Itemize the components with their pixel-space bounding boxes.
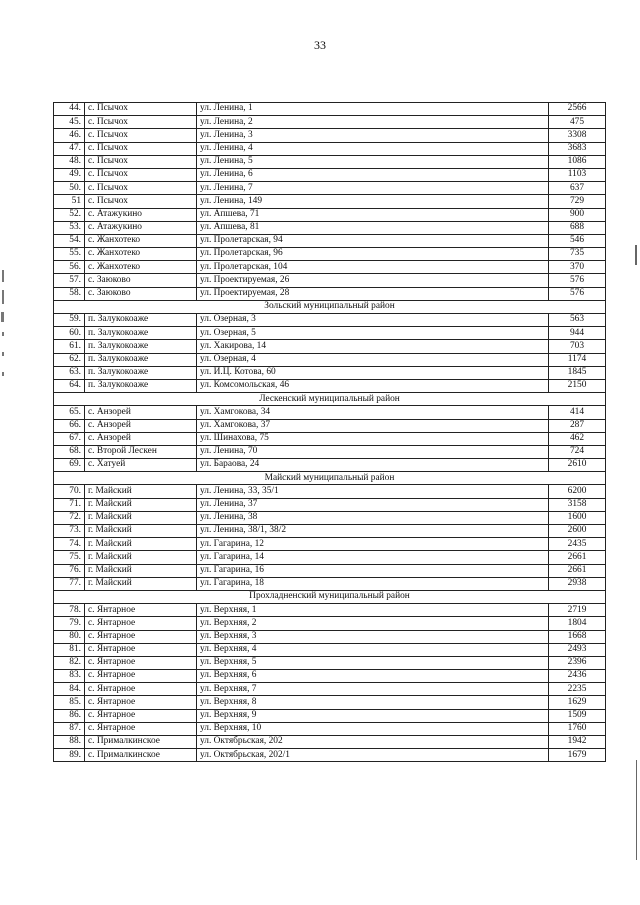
row-number: 53. (54, 221, 85, 234)
table-row (54, 538, 606, 551)
row-number: 63. (54, 366, 85, 379)
row-number: 87. (54, 722, 85, 735)
value-cell: 729 (549, 195, 606, 208)
table-row (54, 617, 606, 630)
address-cell: ул. Апшева, 81 (197, 221, 549, 234)
value-cell: 2150 (549, 379, 606, 392)
table-row (54, 656, 606, 669)
table-row (54, 643, 606, 656)
settlement-cell: с. Янтарное (85, 617, 197, 630)
value-cell: 2938 (549, 577, 606, 590)
value-cell: 1629 (549, 696, 606, 709)
value-cell: 1103 (549, 168, 606, 181)
value-cell: 2235 (549, 683, 606, 696)
address-cell: ул. Хамгокова, 37 (197, 419, 549, 432)
address-cell: ул. Хамгокова, 34 (197, 406, 549, 419)
table-row (54, 168, 606, 181)
district-header-row (54, 472, 606, 485)
value-cell: 2610 (549, 459, 606, 472)
address-cell: ул. Ленина, 70 (197, 445, 549, 458)
table-row (54, 287, 606, 300)
row-number: 44. (54, 103, 85, 116)
address-cell: ул. Ленина, 38 (197, 511, 549, 524)
table-row (54, 261, 606, 274)
settlement-cell: с. Атажукино (85, 208, 197, 221)
settlement-cell: с. Псычох (85, 182, 197, 195)
settlement-cell: г. Майский (85, 577, 197, 590)
row-number: 78. (54, 604, 85, 617)
address-cell: ул. Пролетарская, 104 (197, 261, 549, 274)
row-number: 80. (54, 630, 85, 643)
address-cell: ул. Октябрьская, 202/1 (197, 749, 549, 762)
table-row (54, 525, 606, 538)
settlement-cell: с. Хатуей (85, 459, 197, 472)
settlement-cell: с. Заюково (85, 287, 197, 300)
settlement-cell: с. Анзорей (85, 406, 197, 419)
table-row (54, 248, 606, 261)
settlement-cell: с. Анзорей (85, 419, 197, 432)
table-row (54, 630, 606, 643)
value-cell: 3158 (549, 498, 606, 511)
table-row (54, 195, 606, 208)
address-cell: ул. Верхняя, 5 (197, 656, 549, 669)
value-cell: 462 (549, 432, 606, 445)
address-cell: ул. Верхняя, 9 (197, 709, 549, 722)
address-cell: ул. Ленина, 38/1, 38/2 (197, 525, 549, 538)
table-row (54, 182, 606, 195)
row-number: 59. (54, 314, 85, 327)
address-cell: ул. Ленина, 37 (197, 498, 549, 511)
settlement-cell: п. Залукокоаже (85, 353, 197, 366)
address-cell: ул. Озерная, 5 (197, 327, 549, 340)
value-cell: 414 (549, 406, 606, 419)
row-number: 58. (54, 287, 85, 300)
settlement-cell: с. Псычох (85, 168, 197, 181)
row-number: 45. (54, 116, 85, 129)
table-row (54, 353, 606, 366)
row-number: 72. (54, 511, 85, 524)
table-row (54, 485, 606, 498)
row-number: 68. (54, 445, 85, 458)
address-cell: ул. Октябрьская, 202 (197, 736, 549, 749)
settlement-cell: с. Янтарное (85, 696, 197, 709)
settlement-cell: г. Майский (85, 511, 197, 524)
value-cell: 3683 (549, 142, 606, 155)
row-number: 75. (54, 551, 85, 564)
value-cell: 1679 (549, 749, 606, 762)
settlement-cell: с. Атажукино (85, 221, 197, 234)
value-cell: 2436 (549, 670, 606, 683)
row-number: 54. (54, 234, 85, 247)
row-number: 81. (54, 643, 85, 656)
address-cell: ул. Бараова, 24 (197, 459, 549, 472)
settlement-cell: г. Майский (85, 564, 197, 577)
table-row (54, 670, 606, 683)
table-row (54, 736, 606, 749)
settlement-cell: с. Янтарное (85, 670, 197, 683)
row-number: 49. (54, 168, 85, 181)
value-cell: 576 (549, 274, 606, 287)
address-cell: ул. Хакирова, 14 (197, 340, 549, 353)
table-row (54, 327, 606, 340)
value-cell: 6200 (549, 485, 606, 498)
address-cell: ул. Пролетарская, 96 (197, 248, 549, 261)
settlement-cell: с. Псычох (85, 142, 197, 155)
row-number: 73. (54, 525, 85, 538)
table-row (54, 116, 606, 129)
value-cell: 475 (549, 116, 606, 129)
table-row (54, 155, 606, 168)
table-row (54, 221, 606, 234)
district-header-row (54, 393, 606, 406)
address-cell: ул. Ленина, 2 (197, 116, 549, 129)
settlement-cell: п. Залукокоаже (85, 366, 197, 379)
row-number: 65. (54, 406, 85, 419)
settlement-cell: с. Псычох (85, 129, 197, 142)
address-cell: ул. Верхняя, 10 (197, 722, 549, 735)
row-number: 84. (54, 683, 85, 696)
address-cell: ул. Ленина, 33, 35/1 (197, 485, 549, 498)
table-row (54, 432, 606, 445)
address-cell: ул. Верхняя, 3 (197, 630, 549, 643)
value-cell: 3308 (549, 129, 606, 142)
settlement-cell: с. Жанхотеко (85, 261, 197, 274)
table-row (54, 340, 606, 353)
value-cell: 1600 (549, 511, 606, 524)
value-cell: 1760 (549, 722, 606, 735)
settlement-cell: с. Янтарное (85, 709, 197, 722)
row-number: 67. (54, 432, 85, 445)
settlement-cell: с. Псычох (85, 116, 197, 129)
registry-table-body (54, 103, 606, 762)
housing-registry-table (53, 102, 606, 762)
value-cell: 900 (549, 208, 606, 221)
page-number: 33 (314, 38, 326, 52)
value-cell: 944 (549, 327, 606, 340)
value-cell: 370 (549, 261, 606, 274)
value-cell: 1174 (549, 353, 606, 366)
value-cell: 1845 (549, 366, 606, 379)
table-row (54, 314, 606, 327)
address-cell: ул. Шинахова, 75 (197, 432, 549, 445)
address-cell: ул. Проектируемая, 28 (197, 287, 549, 300)
row-number: 76. (54, 564, 85, 577)
row-number: 55. (54, 248, 85, 261)
row-number: 52. (54, 208, 85, 221)
address-cell: ул. Ленина, 149 (197, 195, 549, 208)
settlement-cell: с. Прималкинское (85, 736, 197, 749)
settlement-cell: с. Анзорей (85, 432, 197, 445)
row-number: 70. (54, 485, 85, 498)
row-number: 77. (54, 577, 85, 590)
table-row (54, 366, 606, 379)
settlement-cell: п. Залукокоаже (85, 327, 197, 340)
settlement-cell: с. Янтарное (85, 604, 197, 617)
row-number: 51 (54, 195, 85, 208)
table-row (54, 419, 606, 432)
table-row (54, 379, 606, 392)
table-row (54, 551, 606, 564)
row-number: 74. (54, 538, 85, 551)
row-number: 48. (54, 155, 85, 168)
table-row (54, 445, 606, 458)
value-cell: 2661 (549, 551, 606, 564)
value-cell: 724 (549, 445, 606, 458)
table-row (54, 604, 606, 617)
value-cell: 1086 (549, 155, 606, 168)
row-number: 62. (54, 353, 85, 366)
value-cell: 2396 (549, 656, 606, 669)
settlement-cell: с. Янтарное (85, 643, 197, 656)
address-cell: ул. Озерная, 4 (197, 353, 549, 366)
value-cell: 1668 (549, 630, 606, 643)
settlement-cell: г. Майский (85, 525, 197, 538)
row-number: 47. (54, 142, 85, 155)
district-name: Лескенский муниципальный район (54, 393, 606, 406)
address-cell: ул. Гагарина, 18 (197, 577, 549, 590)
row-number: 66. (54, 419, 85, 432)
settlement-cell: с. Заюково (85, 274, 197, 287)
table-row (54, 696, 606, 709)
address-cell: ул. Ленина, 4 (197, 142, 549, 155)
row-number: 50. (54, 182, 85, 195)
settlement-cell: п. Залукокоаже (85, 379, 197, 392)
address-cell: ул. Верхняя, 1 (197, 604, 549, 617)
scan-edge-marks-left (0, 0, 8, 905)
district-header-row (54, 300, 606, 313)
district-name: Зольский муниципальный район (54, 300, 606, 313)
value-cell: 688 (549, 221, 606, 234)
row-number: 57. (54, 274, 85, 287)
row-number: 60. (54, 327, 85, 340)
table-row (54, 208, 606, 221)
table-row (54, 406, 606, 419)
address-cell: ул. Гагарина, 16 (197, 564, 549, 577)
table-row (54, 722, 606, 735)
row-number: 79. (54, 617, 85, 630)
settlement-cell: п. Залукокоаже (85, 340, 197, 353)
scan-edge-marks-right (632, 0, 640, 905)
district-name: Майский муниципальный район (54, 472, 606, 485)
row-number: 85. (54, 696, 85, 709)
value-cell: 287 (549, 419, 606, 432)
settlement-cell: с. Псычох (85, 103, 197, 116)
address-cell: ул. Пролетарская, 94 (197, 234, 549, 247)
value-cell: 2493 (549, 643, 606, 656)
address-cell: ул. Гагарина, 12 (197, 538, 549, 551)
table-row (54, 459, 606, 472)
settlement-cell: с. Жанхотеко (85, 234, 197, 247)
row-number: 86. (54, 709, 85, 722)
row-number: 56. (54, 261, 85, 274)
value-cell: 2566 (549, 103, 606, 116)
address-cell: ул. Гагарина, 14 (197, 551, 549, 564)
settlement-cell: с. Янтарное (85, 630, 197, 643)
table-row (54, 709, 606, 722)
row-number: 64. (54, 379, 85, 392)
settlement-cell: с. Янтарное (85, 656, 197, 669)
settlement-cell: с. Псычох (85, 195, 197, 208)
value-cell: 576 (549, 287, 606, 300)
table-row (54, 142, 606, 155)
value-cell: 637 (549, 182, 606, 195)
settlement-cell: с. Второй Лескен (85, 445, 197, 458)
table-row (54, 683, 606, 696)
value-cell: 735 (549, 248, 606, 261)
address-cell: ул. Ленина, 3 (197, 129, 549, 142)
table-row (54, 498, 606, 511)
table-row (54, 749, 606, 762)
address-cell: ул. Верхняя, 4 (197, 643, 549, 656)
table-row (54, 103, 606, 116)
settlement-cell: г. Майский (85, 551, 197, 564)
value-cell: 2719 (549, 604, 606, 617)
settlement-cell: с. Янтарное (85, 722, 197, 735)
value-cell: 2435 (549, 538, 606, 551)
settlement-cell: с. Жанхотеко (85, 248, 197, 261)
settlement-cell: г. Майский (85, 538, 197, 551)
settlement-cell: с. Псычох (85, 155, 197, 168)
value-cell: 1942 (549, 736, 606, 749)
address-cell: ул. Верхняя, 2 (197, 617, 549, 630)
row-number: 46. (54, 129, 85, 142)
address-cell: ул. Ленина, 5 (197, 155, 549, 168)
row-number: 61. (54, 340, 85, 353)
settlement-cell: г. Майский (85, 485, 197, 498)
row-number: 82. (54, 656, 85, 669)
settlement-cell: г. Майский (85, 498, 197, 511)
address-cell: ул. Ленина, 1 (197, 103, 549, 116)
value-cell: 546 (549, 234, 606, 247)
row-number: 89. (54, 749, 85, 762)
address-cell: ул. Ленина, 7 (197, 182, 549, 195)
address-cell: ул. Ленина, 6 (197, 168, 549, 181)
address-cell: ул. Верхняя, 6 (197, 670, 549, 683)
row-number: 69. (54, 459, 85, 472)
address-cell: ул. Верхняя, 7 (197, 683, 549, 696)
address-cell: ул. Апшева, 71 (197, 208, 549, 221)
value-cell: 1804 (549, 617, 606, 630)
value-cell: 703 (549, 340, 606, 353)
district-header-row (54, 590, 606, 603)
table-row (54, 234, 606, 247)
settlement-cell: с. Янтарное (85, 683, 197, 696)
table-row (54, 564, 606, 577)
address-cell: ул. И.Ц. Котова, 60 (197, 366, 549, 379)
value-cell: 1509 (549, 709, 606, 722)
address-cell: ул. Проектируемая, 26 (197, 274, 549, 287)
settlement-cell: с. Прималкинское (85, 749, 197, 762)
value-cell: 2661 (549, 564, 606, 577)
table-row (54, 577, 606, 590)
district-name: Прохладненский муниципальный район (54, 590, 606, 603)
value-cell: 563 (549, 314, 606, 327)
address-cell: ул. Озерная, 3 (197, 314, 549, 327)
row-number: 88. (54, 736, 85, 749)
table-row (54, 274, 606, 287)
table-row (54, 511, 606, 524)
row-number: 83. (54, 670, 85, 683)
address-cell: ул. Верхняя, 8 (197, 696, 549, 709)
row-number: 71. (54, 498, 85, 511)
table-row (54, 129, 606, 142)
value-cell: 2600 (549, 525, 606, 538)
settlement-cell: п. Залукокоаже (85, 314, 197, 327)
address-cell: ул. Комсомольская, 46 (197, 379, 549, 392)
